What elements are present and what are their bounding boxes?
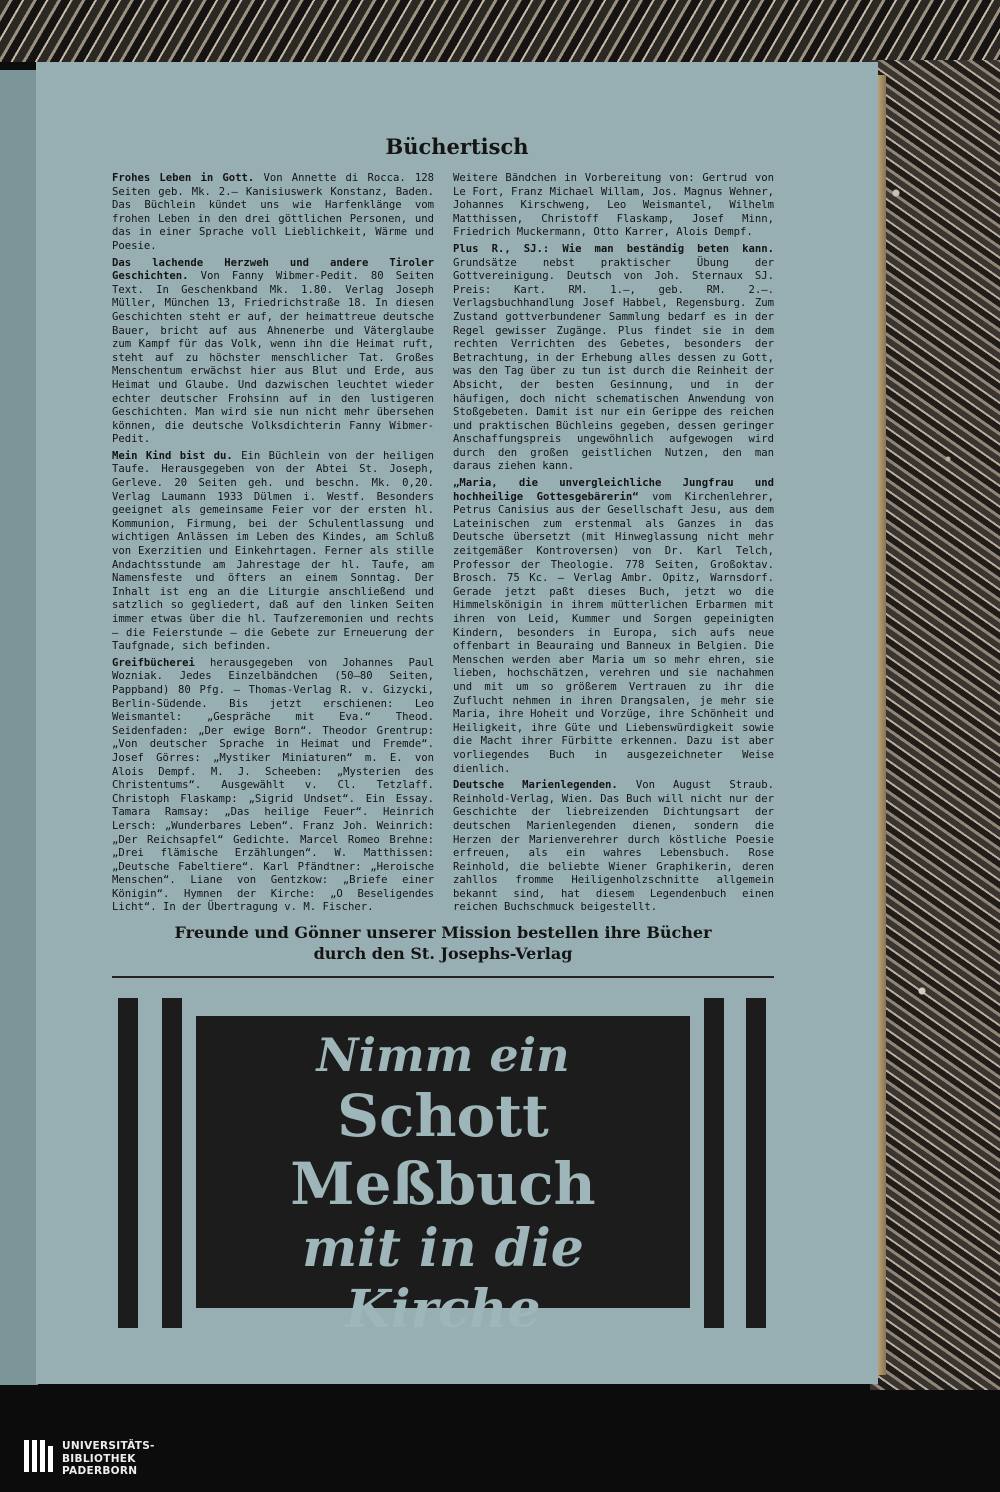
review-entry xyxy=(453,172,774,240)
review-entry xyxy=(453,477,774,776)
review-text: vom Kirchenlehrer, Petrus Canisius aus der Gesellschaft Jesu, aus dem Lateinischen zum erstenmal als Ganzes in das Deutsche übersetzt (mit Hinweglassung nicht mehr zeitgemäßer Kontroversen) von Dr. Karl Telch, Professor der Theologie. 778 Seiten, Großoktav. Brosch. 75 Kc. — Verlag Ambr. Opitz, Warnsdorf. Gerade jetzt paßt dieses Buch, jetzt wo die Himmelskönigin in ihrem mütterlichen Erbarmen mit ihren von Leid, Kummer und Sorgen gepeinigten Kindern, besonders in Europa, sich aufs neue offenbart in Beauraing und Banneux in Belgien. Die Menschen werden aber Maria um so mehr ehren, sie lieben, hochschätzen, verehren und sie nachahmen und mit um so größerem Vertrauen zu ihr die Zuflucht nehmen in ihren Drangsalen, je mehr sie Maria, ihre Hoheit und Vorzüge, ihre Schönheit und Heiligkeit, ihre Güte und Liebenswürdigkeit sowie die Macht ihrer Fürbitte erkennen. Dazu ist aber vorliegendes Buch in ausgezeichneter Weise dienlich. xyxy=(453,490,774,775)
ad-text-box xyxy=(196,1016,690,1340)
left-column xyxy=(112,172,434,918)
ad-line-1: Nimm ein xyxy=(316,1028,570,1082)
mission-order-line-1: Freunde und Gönner unserer Mission bestellen ihre Bücher xyxy=(174,923,712,942)
review-entry xyxy=(453,243,774,474)
ad-bar-left-outer xyxy=(118,998,138,1328)
review-text: Von August Straub. Reinhold-Verlag, Wien. Das Buch will nicht nur der Geschichte der liebreizenden Dichtungsart der deutschen Marienlegenden dienen, sondern die Herzen der Marienverehrer durch köstliche Poesie erfreuen, als ein wahres Lebensbuch. Rose Reinhold, die beliebte Wiener Graphikerin, deren zahllos fromme Heiligenholzschnitte allgemein bekannt sind, hat diesem Legendenbuch einen reichen Buchschmuck beigestellt. xyxy=(453,779,774,914)
library-logo-line-1: UNIVERSITÄTS- xyxy=(62,1440,155,1452)
review-entry xyxy=(112,657,434,915)
review-entry xyxy=(453,779,774,915)
ad-bar-right-outer xyxy=(746,998,766,1328)
review-title: Mein Kind bist du. xyxy=(112,449,233,462)
mission-order-line-2: durch den St. Josephs-Verlag xyxy=(313,944,573,963)
book-cover-marble-top xyxy=(0,0,1000,62)
review-title: Das lachende Herzweh und andere Tiroler Geschichten. xyxy=(112,256,434,283)
review-entry xyxy=(112,172,434,254)
review-title: Greifbücherei xyxy=(112,656,195,669)
review-entry xyxy=(112,257,434,447)
mission-order-note xyxy=(112,922,774,964)
ad-line-2: Schott Meßbuch xyxy=(290,1082,596,1218)
review-entry xyxy=(112,450,434,654)
ad-bar-right-inner xyxy=(704,998,724,1328)
review-title: „Maria, die unvergleichliche Jungfrau und hochheilige Gottesgebärerin“ xyxy=(453,477,774,503)
review-title: Plus R., SJ.: Wie man beständig beten kann. xyxy=(453,242,774,255)
review-text: herausgegeben von Johannes Paul Wozniak. Jedes Einzelbändchen (50—80 Seiten, Pappband) 80 Pfg. — Thomas-Verlag R. v. Gizycki, Berlin-Südende. Bis jetzt erschienen: Leo Weismantel: „Gespräche mit Eva.“ Theod. Seidenfaden: „Der ewige Born“. Theodor Grentrup: „Von deutscher Sprache in Heimat und Fremde“. Josef Görres: „Mystiker Miniaturen“ m. E. von Alois Dempf. M. J. Scheeben: „Mysterien des Christentums“. Ausgewählt v. Cl. Tetzlaff. Christoph Flaskamp: „Sigrid Undset“. Ein Essay. Tamara Ramsay: „Das heilige Feuer“. Heinrich Lersch: „Wunderbares Leben“. Franz Joh. Weinrich: „Der Reichsapfel“ Gedichte. Marcel Romeo Brehne: „Drei flämische Erzählungen“. W. Matthissen: „Deutsche Fabeltiere“. Karl Pfändtner: „Heroische Menschen“. Liane von Gentzkow: „Briefe einer Königin“. Hymnen der Kirche: „O Beseligendes Licht“. In der Übertragung v. M. Fischer. xyxy=(112,656,434,914)
review-text: Von Fanny Wibmer-Pedit. 80 Seiten Text. In Geschenkband Mk. 1.80. Verlag Joseph Müller, München 13, Friedrichstraße 18. In diesen Geschichten steht er auf, der heimattreue deutsche Bauer, bricht auf aus Ahnenerbe und Väterglaube zum Kampf für das Volk, wenn ihn die Heimat ruft, steht auf zu höchster menschlicher Tat. Großes Menschentum erwächst hier aus Blut und Erde, aus Heimat und Glaube. Und dazwischen leuchtet wieder echter deutscher Frohsinn auf in den lustigeren Geschichten. Man wird sie nun nicht mehr übersehen können, die deutsche Volksdichterin Fanny Wibmer-Pedit. xyxy=(112,270,434,446)
right-column xyxy=(453,172,774,918)
page-heading: Büchertisch xyxy=(385,134,529,159)
facing-page-edge xyxy=(0,70,38,1385)
review-text: Grundsätze nebst praktischer Übung der Gottvereinigung. Deutsch von Joh. Sternaux SJ. Preis: Kart. RM. 1.—, geb. RM. 2.—. Verlagsbuchhandlung Josef Habbel, Regensburg. Zum Zustand gottverbundener Sammlung bedarf es in der Regel gewisser Zugänge. Plus findet sie in dem rechten Verrichten des Gebetes, besonders der Betrachtung, in der Erhebung alles dessen zu Gott, was den Tag über zu tun ist durch die Reinheit der Absicht, der besten Gesinnung, und in der häufigen, doch nicht schematischen Anwendung von Stoßgebeten. Damit ist nur ein Gerippe des reichen und praktischen Büchleins gegeben, dessen geringer Anschaffungspreis ungewöhnlich aufgewogen wird durch den großen geistlichen Nutzen, den man daraus ziehen kann. xyxy=(453,256,774,473)
library-logo-text xyxy=(62,1440,155,1478)
review-text: Von Annette di Rocca. 128 Seiten geb. Mk. 2.— Kanisiuswerk Konstanz, Baden. Das Büchlein kündet uns wie Harfenklänge vom frohen Leben in den drei göttlichen Personen, und das in einer Sprache voll Lieblichkeit, Wärme und Poesie. xyxy=(112,172,434,252)
library-logo-line-2: BIBLIOTHEK xyxy=(62,1452,136,1465)
library-logo-line-3: PADERBORN xyxy=(62,1465,138,1477)
divider-rule xyxy=(112,976,774,978)
advertisement xyxy=(118,998,766,1340)
review-title: Deutsche Marienlegenden. xyxy=(453,779,618,792)
ad-bar-left-inner xyxy=(162,998,182,1328)
review-title: Frohes Leben in Gott. xyxy=(112,172,255,184)
book-cover-marble-right xyxy=(870,60,1000,1390)
review-text: Ein Büchlein von der heiligen Taufe. Herausgegeben von der Abtei St. Joseph, Gerleve. 20 Seiten geh. und beschn. Mk. 0,20. Verlag Laumann 1933 Dülmen i. Westf. Besonders geeignet als gemeinsame Feier vor der ersten hl. Kommunion, Firmung, bei der Schulentlassung und wichtigen Anlässen im Leben des Kindes, am Schluß von Exerzitien und Einkehrtagen. Ferner als stille Andachtsstunde am Jahrestage der hl. Taufe, am Namensfeste und öfters an einem Sonntag. Der Inhalt ist eng an die Liturgie anschließend und satzlich so gegliedert, daß auf den linken Seiten immer etwas über die hl. Taufzeremonien und rechts — die Feierstunde — die Gebete zur Erneuerung der Taufgnade, sich befinden. xyxy=(112,449,434,653)
ad-line-3: mit in die Kirche xyxy=(302,1218,584,1340)
review-text: Weitere Bändchen in Vorbereitung von: Gertrud von Le Fort, Franz Michael Willam, Jos. Magnus Wehner, Johannes Kirschweng, Leo Weismantel, Wilhelm Matthissen, Christoff Flaskamp, Josef Minn, Friedrich Muckermann, Otto Karrer, Alois Dempf. xyxy=(453,172,774,239)
